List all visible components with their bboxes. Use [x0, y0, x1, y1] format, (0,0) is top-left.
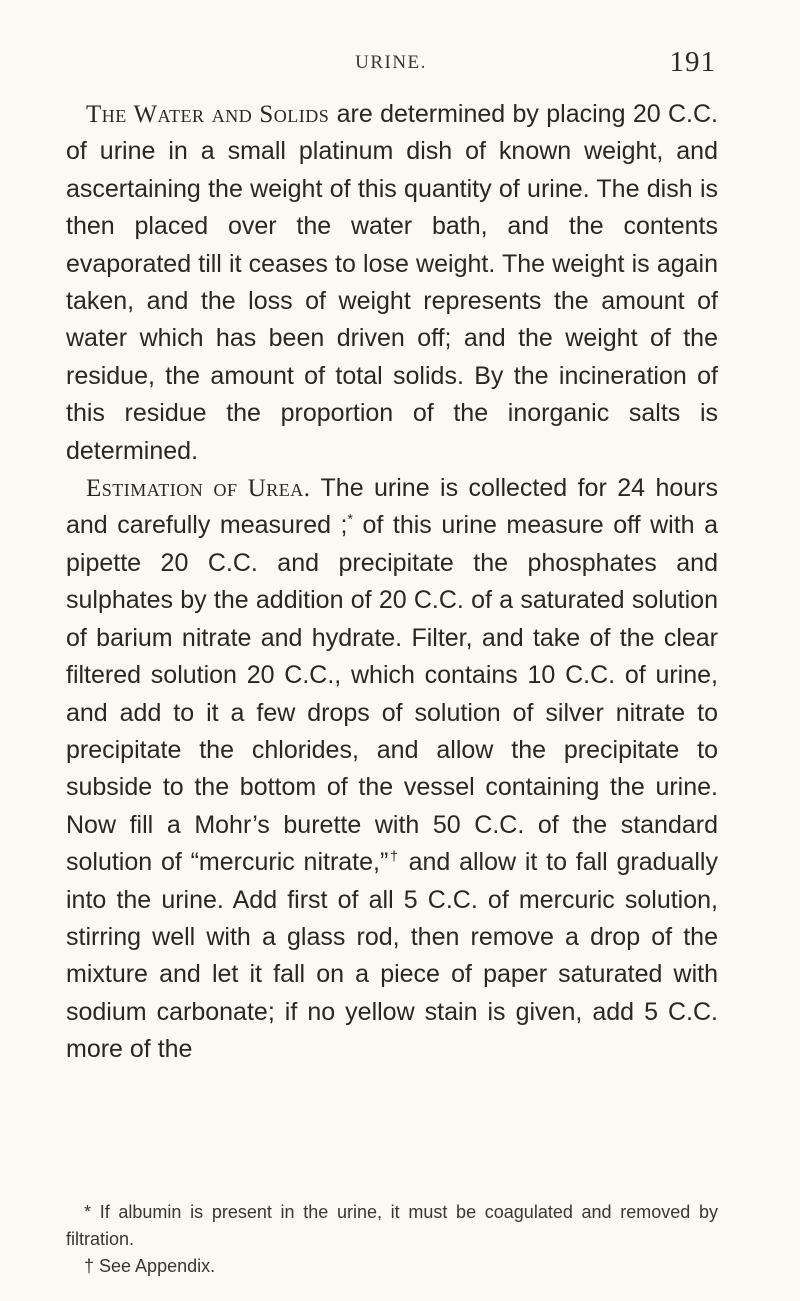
page-number: 191	[669, 46, 716, 78]
body-text	[66, 96, 718, 1069]
footnote-mark: †	[84, 1256, 95, 1276]
footnote-item	[66, 1199, 718, 1253]
paragraph-text: are determined by placing 20 C.C. of urine in a small platinum dish of known weight, and ascertaining the weight of this quantity of urine. The dish is then placed over the water bath, and the contents evaporated till it ceases to lose weight. The weight is again taken, and the loss of weight represents the amount of water which has been driven off; and the weight of the residue, the amount of total solids. By the incineration of this residue the proportion of the inorganic salts is determined.	[66, 100, 718, 465]
footnote-text: If albumin is present in the urine, it must be coagulated and removed by filtration.	[66, 1202, 718, 1249]
footnote-item	[66, 1253, 718, 1280]
paragraph-text: The urine is collected for 24 hours and carefully measured ;	[66, 474, 718, 540]
footnote-mark: *	[84, 1202, 92, 1222]
paragraph-text: and allow it to fall gradually into the urine. Add first of all 5 C.C. of mercuric solution, stirring well with a glass rod, then remove a drop of the mixture and let it fall on a piece of paper saturated with sodium carbonate; if no yellow stain is given, add 5 C.C. more of the	[66, 848, 718, 1064]
page-header	[66, 46, 716, 86]
paragraph-estimation-of-urea	[66, 470, 718, 1069]
footnote-ref-asterisk[interactable]: *	[347, 511, 353, 528]
section-lead-water-and-solids: The Water and Solids	[86, 101, 330, 128]
running-head: URINE.	[355, 52, 427, 73]
footnotes	[66, 1199, 718, 1280]
section-lead-estimation-of-urea: Estimation of Urea.	[86, 475, 311, 503]
footnote-text: See Appendix.	[94, 1256, 216, 1276]
paragraph-water-and-solids	[66, 96, 718, 470]
footnote-ref-dagger[interactable]: †	[388, 847, 400, 864]
paragraph-text: of this urine measure off with a pipette 20 C.C. and precipitate the phosphates and sulphates by the addition of 20 C.C. of a saturated solution of barium nitrate and hydrate. Filter, and take of the clear filtered solution 20 C.C., which contains 10 C.C. of urine, and add to it a few drops of solution of silver nitrate to precipitate the chlorides, and allow the precipitate to subside to the bottom of the vessel containing the urine. Now fill a Mohr’s burette with 50 C.C. of the standard solution of “mercuric nitrate,”	[66, 511, 718, 877]
